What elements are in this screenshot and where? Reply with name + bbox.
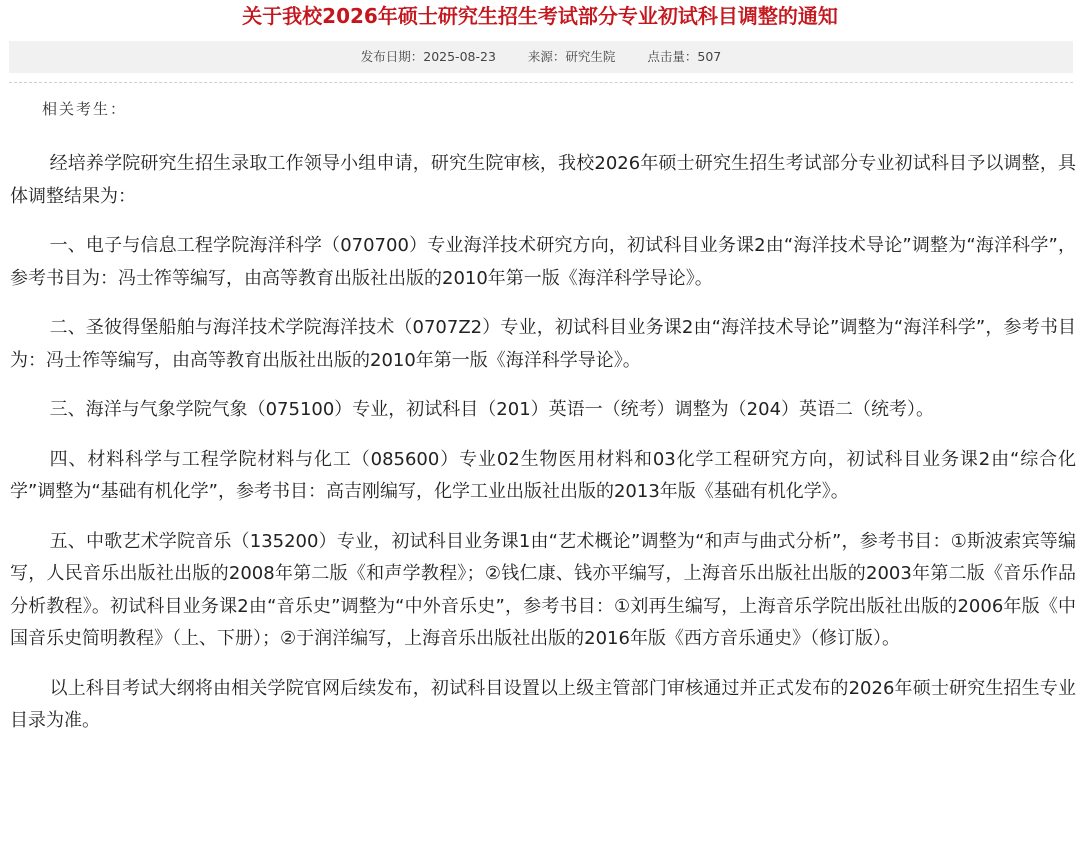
paragraph-closing: 以上科目考试大纲将由相关学院官网后续发布，初试科目设置以上级主管部门审核通过并正式发布的2026年硕士研究生招生专业目录为准。	[10, 677, 1076, 731]
paragraph-intro: 经培养学院研究生招生录取工作领导小组申请，研究生院审核，我校2026年硕士研究生招生考试部分专业初试科目予以调整，具体调整结果为：	[10, 153, 1076, 207]
paragraph-item-2: 二、圣彼得堡船舶与海洋技术学院海洋技术（0707Z2）专业，初试科目业务课2由“海洋技术导论”调整为“海洋科学”，参考书目为：冯士筰等编写，由高等教育出版社出版的2010年第一版《海洋科学导论》。	[10, 317, 1076, 371]
page-title: 关于我校2026年硕士研究生招生考试部分专业初试科目调整的通知	[242, 4, 838, 28]
paragraph-item-5: 五、中歌艺术学院音乐（135200）专业，初试科目业务课1由“艺术概论”调整为“和声与曲式分析”，参考书目：①斯波索宾等编写，人民音乐出版社出版的2008年第二版《和声学教程》；②钱仁康、钱亦平编写，上海音乐出版社出版的2003年第二版《音乐作品分析教程》。初试科目业务课2由“音乐史”调整为“中外音乐史”，参考书目：①刘再生编写，上海音乐学院出版社出版的2006年版《中国音乐史简明教程》（上、下册）；②于润洋编写，上海音乐出版社出版的2016年版《西方音乐通史》（修订版）。	[10, 530, 1076, 649]
paragraph-item-4: 四、材料科学与工程学院材料与化工（085600）专业02生物医用材料和03化学工程研究方向，初试科目业务课2由“综合化学”调整为“基础有机化学”，参考书目：高吉刚编写，化学工业出版社出版的2013年版《基础有机化学》。	[10, 448, 1076, 502]
paragraph-item-3: 三、海洋与气象学院气象（075100）专业，初试科目（201）英语一（统考）调整为（204）英语二（统考）。	[49, 399, 935, 420]
publish-date: 发布日期：2025-08-23	[360, 49, 496, 64]
meta-divider	[9, 82, 1073, 83]
article-body	[10, 148, 1076, 755]
article-meta-bar	[9, 41, 1073, 73]
salutation: 相关考生：	[42, 100, 128, 118]
click-count: 点击量：507	[647, 49, 722, 64]
paragraph-item-1: 一、电子与信息工程学院海洋科学（070700）专业海洋技术研究方向，初试科目业务课2由“海洋技术导论”调整为“海洋科学”，参考书目为：冯士筰等编写，由高等教育出版社出版的2010年第一版《海洋科学导论》。	[10, 235, 1076, 289]
source-label: 来源：研究生院	[527, 49, 616, 64]
